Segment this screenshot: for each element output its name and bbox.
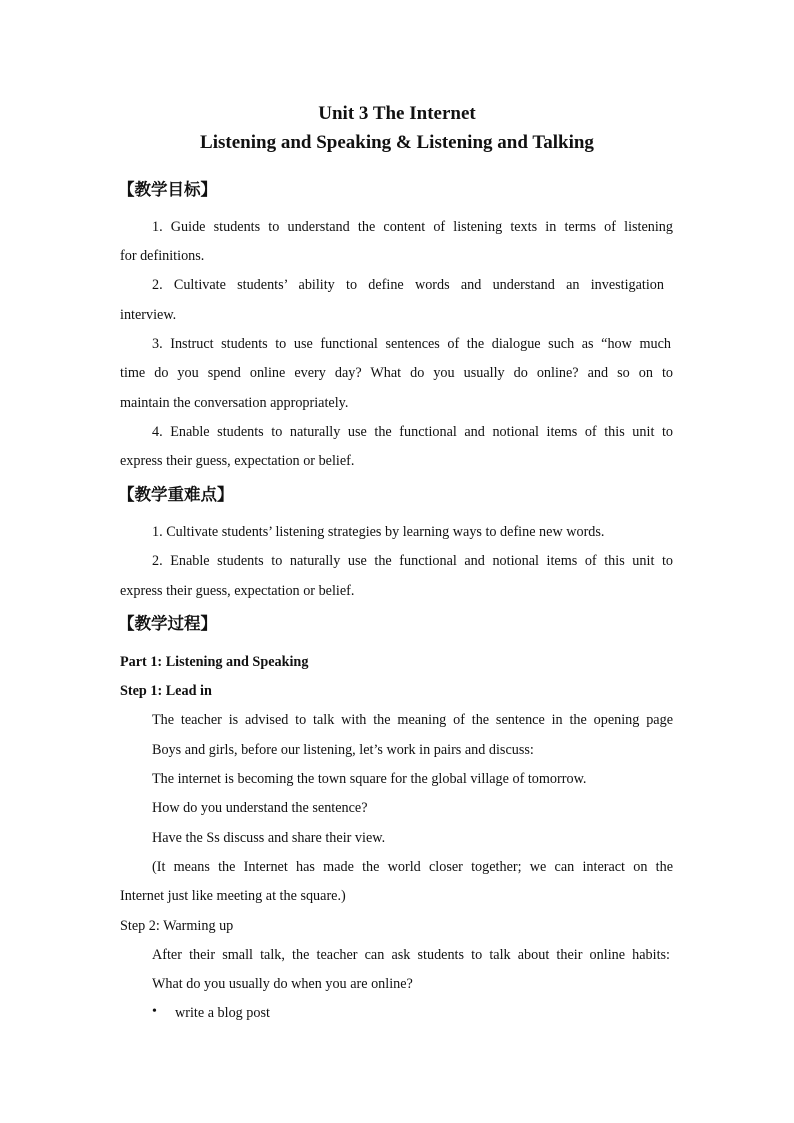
objective-line: for definitions. — [120, 248, 205, 264]
key-point-line: express their guess, expectation or belief. — [120, 583, 355, 599]
bullet-dot-icon: • — [152, 1004, 157, 1019]
part-heading: Part 1: Listening and Speaking — [120, 654, 309, 670]
step-heading: Step 1: Lead in — [120, 683, 212, 699]
step-line: The teacher is advised to talk with the meaning of the sentence in the opening page — [152, 712, 673, 728]
objective-line: 4. Enable students to naturally use the functional and notional items of this unit to — [152, 424, 673, 440]
objective-line: 2. Cultivate students’ ability to define words and understand an investigation — [152, 277, 664, 293]
section-heading-process: 【教学过程】 — [118, 614, 217, 633]
key-point-line: 2. Enable students to naturally use the functional and notional items of this unit to — [152, 553, 673, 569]
doc-title-line2: Listening and Speaking & Listening and Talking — [200, 132, 594, 153]
step-line: How do you understand the sentence? — [152, 800, 368, 816]
step-line: Boys and girls, before our listening, let’s work in pairs and discuss: — [152, 742, 534, 758]
section-heading-objectives: 【教学目标】 — [118, 180, 217, 199]
step-line: After their small talk, the teacher can ask students to talk about their online habits: — [152, 947, 670, 963]
step-line: The internet is becoming the town square for the global village of tomorrow. — [152, 771, 587, 787]
key-point-line: 1. Cultivate students’ listening strategies by learning ways to define new words. — [152, 524, 605, 540]
objective-line: 3. Instruct students to use functional sentences of the dialogue such as “how much — [152, 336, 671, 352]
step-line: Have the Ss discuss and share their view. — [152, 830, 386, 846]
objective-line: 1. Guide students to understand the content of listening texts in terms of listening — [152, 219, 673, 235]
step-heading: Step 2: Warming up — [120, 918, 234, 934]
objective-line: interview. — [120, 307, 177, 323]
objective-line: maintain the conversation appropriately. — [120, 395, 349, 411]
objective-line: express their guess, expectation or belief. — [120, 453, 355, 469]
doc-title-line1: Unit 3 The Internet — [318, 103, 476, 124]
step-line: Internet just like meeting at the square.) — [120, 888, 346, 904]
section-heading-key-points: 【教学重难点】 — [118, 485, 234, 504]
bullet-item: write a blog post — [175, 1005, 270, 1021]
step-line: (It means the Internet has made the world closer together; we can interact on the — [152, 859, 673, 875]
objective-line: time do you spend online every day? What do you usually do online? and so on to — [120, 365, 673, 381]
step-line: What do you usually do when you are online? — [152, 976, 413, 992]
